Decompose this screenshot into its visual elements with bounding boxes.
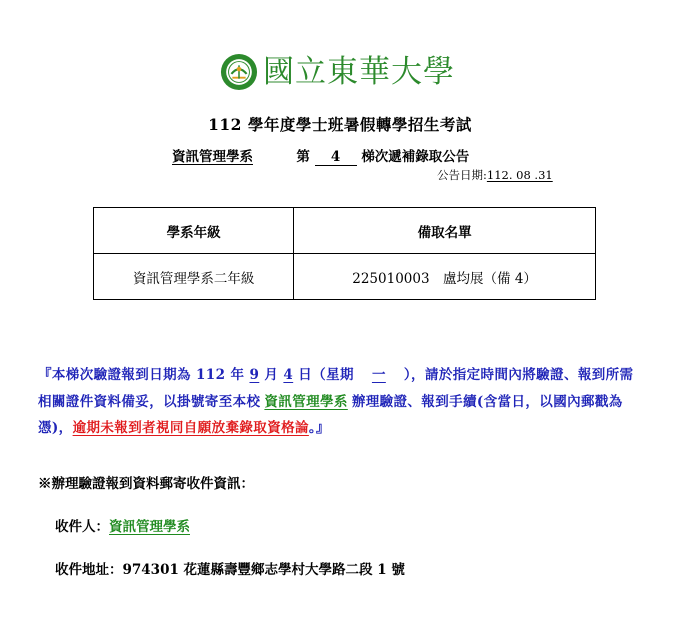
address-label: 收件地址： <box>55 562 123 578</box>
mail-info-heading: ※辦理驗證報到資料郵寄收件資訊： <box>38 476 254 492</box>
announce-date <box>437 167 559 183</box>
university-logo <box>220 50 455 94</box>
notice-day-suffix: 日（星期 <box>293 367 354 383</box>
cell-list: 225010003 盧均展（備 4） <box>294 254 596 300</box>
notice-day: 4 <box>283 367 294 383</box>
notice-department: 資訊管理學系 <box>264 393 348 410</box>
notice-weekday: 一 <box>371 367 386 383</box>
announce-date-value: 112. 08 .31 <box>486 168 553 182</box>
header-list: 備取名單 <box>294 208 596 254</box>
notice-month: 9 <box>249 367 260 383</box>
department-name: 資訊管理學系 <box>172 149 253 165</box>
table-row <box>94 254 596 300</box>
round-prefix: 第 <box>296 149 310 165</box>
announcement-subtitle <box>172 145 469 166</box>
notice-close: 。』 <box>308 420 330 436</box>
notice-mid: ），請於指定時間內將驗證、報到所需相關證件資料備妥，以掛號寄至本校 <box>38 367 634 410</box>
logo-text: 國立東華大學 <box>263 54 455 90</box>
page-title: 112 學年度學士班暑假轉學招生考試 <box>208 115 472 134</box>
address-value: 974301 花蓮縣壽豐鄉志學村大學路二段 1 號 <box>122 562 405 578</box>
notice-month-suffix: 月 <box>259 367 284 383</box>
header-grade: 學系年級 <box>94 208 294 254</box>
results-table <box>93 207 596 300</box>
address-line <box>55 558 405 578</box>
registration-notice <box>38 362 642 442</box>
notice-open: 『本梯次驗證報到日期為 112 年 <box>38 367 250 383</box>
notice-mid2: 辦理驗證、報到手續(含當日，以國內郵戳為憑)， <box>38 393 623 436</box>
announce-date-label: 公告日期: <box>437 168 487 182</box>
table-header-row <box>94 208 596 254</box>
university-seal-icon <box>220 53 258 91</box>
cell-grade: 資訊管理學系二年級 <box>94 254 294 300</box>
recipient-line <box>55 515 190 535</box>
round-number: 4 <box>315 150 357 166</box>
notice-warning: 逾期未報到者視同自願放棄錄取資格論 <box>72 420 309 436</box>
recipient-value: 資訊管理學系 <box>109 519 190 535</box>
recipient-label: 收件人： <box>55 519 109 535</box>
round-suffix: 梯次遞補錄取公告 <box>361 149 470 165</box>
